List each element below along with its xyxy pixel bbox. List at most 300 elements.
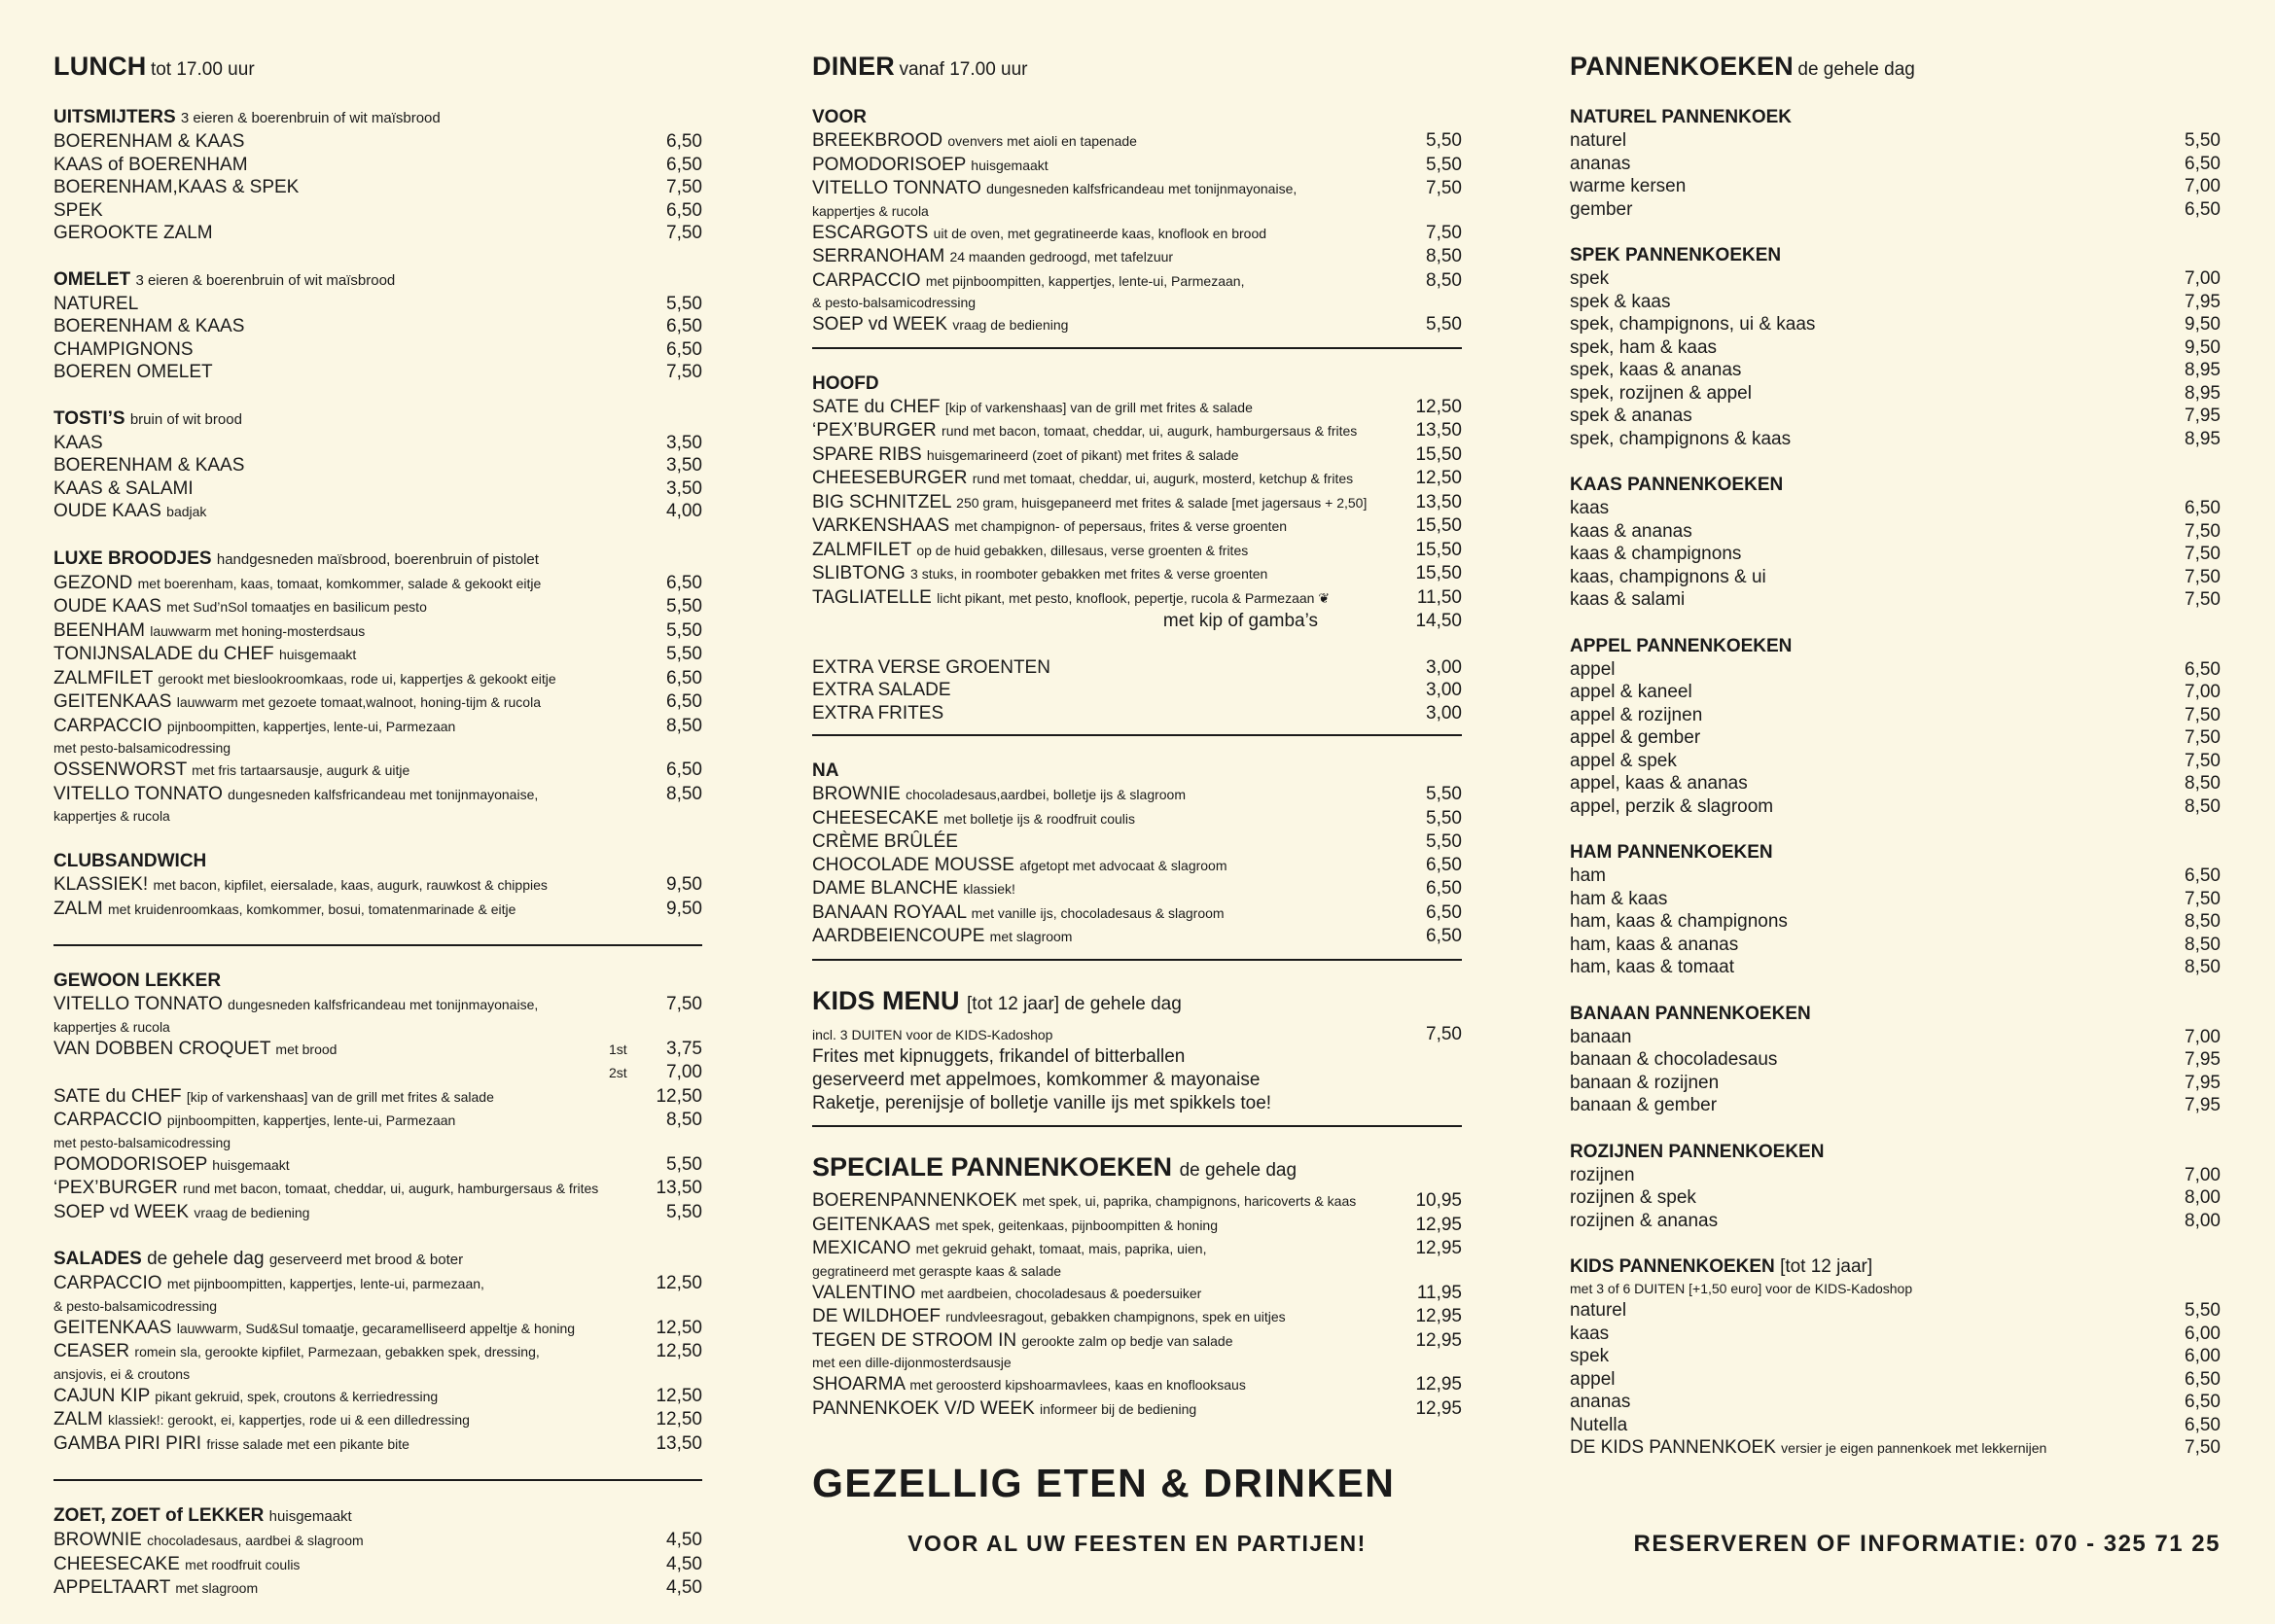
item-price: 5,50	[1426, 831, 1462, 852]
item-title: ananas	[1570, 153, 1631, 174]
item-price: 4,50	[666, 1530, 702, 1550]
item-name	[812, 1237, 1404, 1261]
item-name	[812, 901, 1404, 926]
item-price: 11,95	[1416, 1282, 1462, 1303]
menu-item	[1570, 1164, 2221, 1187]
item-name	[812, 1214, 1404, 1238]
item-description: uit de oven, met gegratineerde kaas, knoflook en brood	[933, 225, 1267, 241]
item-price: 7,00	[2185, 1026, 2221, 1047]
item-title: GEITENKAAS	[812, 1214, 931, 1235]
item-title: GEROOKTE ZALM	[53, 223, 213, 243]
item-price: 6,50	[666, 572, 702, 593]
kids-menu-row	[812, 1023, 1462, 1046]
item-price: 6,50	[666, 667, 702, 688]
item-name	[53, 176, 644, 199]
item-description: gerookte zalm op bedje van salade	[1021, 1332, 1233, 1349]
item-title: appel & kaneel	[1570, 682, 1692, 702]
section-title	[53, 1504, 702, 1529]
menu-item	[53, 667, 702, 691]
item-description: huisgemaakt	[212, 1156, 290, 1173]
item-price: 7,50	[666, 994, 702, 1014]
item-title: CHEESECAKE	[53, 1553, 180, 1574]
section-note: geserveerd met brood & boter	[268, 1252, 464, 1268]
item-price: 8,50	[666, 715, 702, 736]
item-name	[1570, 1345, 2162, 1368]
item-price: 8,50	[2185, 795, 2221, 817]
speciale-section	[812, 1150, 1462, 1421]
item-title: ‘PEX’BURGER	[53, 1178, 178, 1198]
item-title: GEITENKAAS	[53, 691, 172, 712]
item-name	[1570, 1094, 2162, 1117]
item-name	[1570, 588, 2162, 612]
item-price: 5,50	[1426, 154, 1462, 175]
item-name	[812, 1189, 1404, 1214]
item-description: romein sla, gerookte kipfilet, Parmezaan, gebakken spek, dressing,	[134, 1344, 540, 1359]
item-description: frisse salade met een pikante bite	[206, 1435, 409, 1452]
item-title: ham, kaas & champignons	[1570, 911, 1788, 932]
item-price: 4,50	[666, 1577, 702, 1598]
section-title	[1570, 244, 2221, 267]
item-name	[1570, 129, 2162, 153]
item-title: VALENTINO	[812, 1282, 916, 1303]
item-name	[53, 1317, 644, 1341]
item-name	[1570, 405, 2162, 428]
item-price: 8,50	[1426, 269, 1462, 291]
item-name	[1570, 198, 2162, 222]
item-title: TEGEN DE STROOM IN	[812, 1329, 1017, 1351]
item-name	[53, 1553, 644, 1577]
item-name	[1570, 1210, 2162, 1233]
item-price: 7,00	[666, 1062, 702, 1082]
menu-item	[1570, 1323, 2221, 1346]
hoofd-section	[812, 372, 1462, 725]
item-title: banaan & chocoladesaus	[1570, 1049, 1778, 1070]
item-description: licht pikant, met pesto, knoflook, pepertje, rucola & Parmezaan ❦	[937, 589, 1331, 606]
menu-item	[812, 783, 1462, 807]
item-title: spek	[1570, 1346, 1610, 1366]
menu-item	[1570, 497, 2221, 520]
menu-item	[53, 1153, 702, 1178]
menu-item	[1570, 1391, 2221, 1414]
item-list	[53, 1529, 702, 1601]
item-description: vraag de bediening	[952, 317, 1069, 333]
item-description: gerookt met bieslookroomkaas, rode ui, kappertjes & gekookt eitje	[158, 670, 556, 687]
menu-item	[812, 807, 1462, 831]
item-title: SLIBTONG	[812, 563, 906, 583]
item-price: 6,50	[2185, 1392, 2221, 1412]
section-title	[812, 1150, 1462, 1187]
item-name	[1570, 497, 2162, 520]
menu-item	[812, 1189, 1462, 1214]
menu-item	[53, 199, 702, 223]
item-price: 9,50	[2185, 314, 2221, 335]
item-title: GEZOND	[53, 572, 133, 593]
item-list	[53, 293, 702, 384]
menu-section	[53, 106, 702, 245]
menu-item	[1570, 772, 2221, 795]
menu-item	[1570, 1210, 2221, 1233]
item-title: CRÈME BRÛLÉE	[812, 831, 958, 852]
item-price: 7,00	[2185, 268, 2221, 289]
menu-item	[53, 1061, 702, 1085]
item-name	[812, 467, 1404, 491]
menu-item	[812, 854, 1462, 878]
item-name	[1570, 795, 2162, 819]
menu-item	[1570, 956, 2221, 979]
menu-item	[1570, 588, 2221, 612]
menu-item	[1570, 313, 2221, 336]
kids-menu-price: 7,50	[1426, 1023, 1462, 1044]
menu-item	[812, 1373, 1462, 1397]
item-name	[53, 715, 644, 739]
item-name	[1570, 658, 2162, 682]
item-description: rund met bacon, tomaat, cheddar, ui, augurk, hamburgersaus & frites	[942, 423, 1358, 439]
item-price: 6,00	[2185, 1323, 2221, 1344]
item-title: ZALM	[53, 1409, 103, 1430]
item-description-cont: & pesto-balsamicodressing	[53, 1297, 218, 1314]
item-title: BROWNIE	[812, 784, 901, 804]
item-title: spek & ananas	[1570, 406, 1692, 426]
slogan: GEZELLIG ETEN & DRINKEN	[812, 1461, 1396, 1505]
item-title: CARPACCIO	[812, 269, 921, 291]
menu-item	[1570, 726, 2221, 750]
item-price: 7,95	[2185, 1049, 2221, 1070]
item-name	[1570, 1164, 2162, 1187]
item-title: TONIJNSALADE du CHEF	[53, 644, 274, 664]
item-price: 7,50	[1426, 222, 1462, 243]
item-price: 6,50	[666, 759, 702, 780]
menu-item	[1570, 795, 2221, 819]
menu-item	[53, 690, 702, 715]
item-price: 5,50	[666, 596, 702, 617]
item-price: 13,50	[1415, 491, 1462, 512]
item-title: CARPACCIO	[53, 1273, 162, 1293]
item-price: 12,95	[1415, 1397, 1462, 1419]
item-list	[1570, 1299, 2221, 1461]
section-title	[53, 850, 702, 873]
menu-item	[1570, 153, 2221, 176]
menu-item	[812, 702, 1462, 725]
item-description-cont: & pesto-balsamicodressing	[812, 295, 977, 310]
item-name	[812, 854, 1404, 878]
section-title-text: UITSMIJTERS	[53, 107, 176, 127]
menu-item	[1570, 566, 2221, 589]
item-portion: 1st	[609, 1041, 627, 1057]
item-title: ZALMFILET	[53, 667, 154, 688]
menu-item	[53, 1576, 702, 1601]
item-title: naturel	[1570, 130, 1627, 151]
diner-title: DINER	[812, 52, 896, 81]
menu-item	[53, 715, 702, 739]
divider	[812, 347, 1462, 349]
item-name	[1570, 1391, 2162, 1414]
item-name	[1570, 910, 2162, 934]
item-price: 7,95	[2185, 1095, 2221, 1115]
item-name	[1570, 153, 2162, 176]
menu-item	[812, 514, 1462, 539]
section-title-text: KIDS PANNENKOEKEN	[1570, 1256, 1775, 1277]
menu-item	[812, 177, 1462, 201]
item-title: spek, champignons, ui & kaas	[1570, 314, 1816, 335]
item-name	[53, 667, 644, 691]
menu-item	[812, 1214, 1462, 1238]
item-title: spek, rozijnen & appel	[1570, 382, 1752, 404]
lunch-title: LUNCH	[53, 52, 147, 81]
item-name	[1570, 382, 2162, 406]
item-price: 6,50	[2185, 153, 2221, 174]
section-title: VOOR	[812, 107, 867, 127]
item-price: 9,50	[2185, 336, 2221, 358]
item-title: warme kersen	[1570, 176, 1687, 196]
pannenkoeken-title: PANNENKOEKEN	[1570, 52, 1794, 81]
item-title: ananas	[1570, 1392, 1631, 1412]
item-description: met roodfruit coulis	[185, 1556, 301, 1572]
menu-item	[53, 454, 702, 477]
item-title: BEENHAM	[53, 619, 145, 641]
item-description-cont: met pesto-balsamicodressing	[53, 1134, 231, 1150]
section-note: handgesneden maïsbrood, boerenbruin of pistolet	[216, 550, 539, 568]
menu-item	[53, 1317, 702, 1341]
menu-item	[1570, 129, 2221, 153]
menu-section	[53, 407, 702, 524]
item-price: 6,00	[2185, 1346, 2221, 1366]
item-name	[1570, 1323, 2162, 1346]
menu-item	[1570, 888, 2221, 911]
menu-item	[1570, 291, 2221, 314]
menu-item	[1570, 750, 2221, 773]
item-title: SPARE RIBS	[812, 443, 922, 465]
divider	[53, 944, 702, 946]
item-price: 5,50	[2185, 130, 2221, 151]
menu-item	[1570, 1368, 2221, 1392]
item-name	[53, 1408, 644, 1432]
menu-item	[53, 361, 702, 384]
menu-item	[1570, 1414, 2221, 1437]
item-title: SERRANOHAM	[812, 246, 945, 266]
menu-item	[53, 1201, 702, 1225]
section-title-text: LUXE BROODJES	[53, 547, 212, 569]
diner-column	[812, 47, 1462, 1444]
item-title: Nutella	[1570, 1414, 1628, 1435]
menu-item	[812, 396, 1462, 420]
item-price: 8,50	[666, 1110, 702, 1130]
item-price: 5,50	[666, 1201, 702, 1222]
item-name	[812, 269, 1404, 294]
item-title: ZALM	[53, 898, 103, 919]
item-price: 7,50	[2185, 750, 2221, 771]
menu-item	[1570, 865, 2221, 888]
item-title: POMODORISOEP	[53, 1153, 208, 1175]
item-name	[812, 491, 1404, 515]
item-list	[1570, 267, 2221, 450]
item-description-cont: gegratineerd met geraspte kaas & salade	[812, 1262, 1062, 1279]
item-name	[53, 222, 644, 245]
item-name	[812, 1397, 1404, 1422]
item-name	[1570, 428, 2162, 451]
menu-item	[53, 1340, 702, 1364]
item-price: 5,50	[2185, 1300, 2221, 1321]
item-description: klassiek!: gerookt, ei, kappertjes, rode ui & een dilledressing	[107, 1412, 470, 1428]
item-title: BIG SCHNITZEL	[812, 491, 951, 512]
section-title-text: SPEK PANNENKOEKEN	[1570, 245, 1782, 265]
menu-item	[1570, 405, 2221, 428]
kids-menu-line: Frites met kipnuggets, frikandel of bitterballen	[812, 1046, 1186, 1067]
item-description: met aardbeien, chocoladesaus & poedersuiker	[920, 1285, 1202, 1301]
item-price: 7,50	[2185, 566, 2221, 587]
item-list	[53, 993, 702, 1224]
item-name	[53, 993, 644, 1017]
section-note: de gehele dag	[1179, 1160, 1297, 1181]
item-name	[812, 313, 1404, 337]
item-name	[812, 514, 1404, 539]
item-name	[812, 807, 1404, 831]
menu-section	[1570, 474, 2221, 612]
item-name	[53, 1109, 644, 1133]
menu-item	[812, 925, 1462, 949]
item-title: SPEK	[53, 199, 103, 221]
item-price: 5,50	[666, 644, 702, 664]
item-title: appel, kaas & ananas	[1570, 773, 1748, 794]
salades-section	[53, 1248, 702, 1456]
item-title: ‘PEX’BURGER	[812, 420, 937, 441]
item-name	[1570, 291, 2162, 314]
item-description: 3 stuks, in roomboter gebakken met frites & verse groenten	[910, 566, 1268, 582]
item-name	[812, 925, 1404, 949]
item-list	[1570, 1164, 2221, 1233]
menu-section	[1570, 1003, 2221, 1117]
diner-note: vanaf 17.00 uur	[899, 59, 1028, 80]
item-title: ZALMFILET	[812, 539, 912, 560]
item-description: lauwwarm, Sud&Sul tomaatje, gecaramelliseerd appeltje & honing	[176, 1320, 576, 1336]
item-description: met geroosterd kipshoarmavlees, kaas en knoflooksaus	[909, 1377, 1246, 1393]
item-title: ESCARGOTS	[812, 222, 929, 243]
menu-item	[53, 1385, 702, 1409]
item-name	[53, 454, 644, 477]
menu-item	[1570, 543, 2221, 566]
item-title: kaas	[1570, 1323, 1610, 1344]
item-title: BOERENHAM & KAAS	[53, 316, 245, 336]
item-title: ham & kaas	[1570, 888, 1668, 909]
item-description: op de huid gebakken, dillesaus, verse groenten & frites	[916, 542, 1249, 558]
item-description-cont: ansjovis, ei & croutons	[53, 1365, 191, 1382]
section-title	[1570, 1003, 2221, 1026]
menu-item	[53, 1177, 702, 1201]
item-title: MEXICANO	[812, 1238, 911, 1258]
item-title: rozijnen	[1570, 1164, 1635, 1185]
pannenkoeken-sections	[1570, 106, 2221, 1232]
item-list	[812, 396, 1462, 633]
item-description: 250 gram, huisgepaneerd met frites & salade [met jagersaus + 2,50]	[956, 494, 1368, 511]
menu-item	[812, 491, 1462, 515]
item-name	[53, 783, 644, 807]
item-price: 12,95	[1415, 1329, 1462, 1351]
item-price: 8,95	[2185, 360, 2221, 380]
section-title-text: KIDS MENU	[812, 985, 960, 1015]
menu-item	[812, 586, 1462, 611]
item-price: 7,00	[2185, 682, 2221, 702]
item-list	[812, 1189, 1462, 1421]
menu-item	[812, 129, 1462, 154]
item-name	[1570, 934, 2162, 957]
item-name	[812, 539, 1404, 563]
item-price: 6,50	[2185, 498, 2221, 518]
item-description-cont: met pesto-balsamicodressing	[53, 740, 231, 756]
item-name	[53, 759, 644, 783]
item-name	[1570, 1414, 2162, 1437]
item-price: 6,50	[1426, 878, 1462, 899]
item-name	[1570, 681, 2162, 704]
menu-item	[812, 1329, 1462, 1354]
item-description: chocoladesaus,aardbei, bolletje ijs & slagroom	[906, 787, 1187, 802]
item-title: rozijnen & ananas	[1570, 1210, 1719, 1231]
item-description: rund met tomaat, cheddar, ui, augurk, mosterd, ketchup & frites	[972, 471, 1354, 486]
item-description: met boerenham, kaas, tomaat, komkommer, salade & gekookt eitje	[137, 575, 542, 591]
section-title	[53, 1248, 702, 1272]
item-price: 5,50	[1426, 807, 1462, 829]
item-title: DE WILDHOEF	[812, 1306, 941, 1326]
gewoon-lekker-section	[53, 970, 702, 1224]
item-list	[812, 783, 1462, 949]
menu-item	[53, 783, 702, 807]
item-title: DAME BLANCHE	[812, 878, 958, 899]
item-price: 12,50	[1415, 396, 1462, 417]
kids-pannenkoeken-section	[1570, 1255, 2221, 1461]
item-title: KAAS	[53, 432, 103, 453]
item-title: appel & spek	[1570, 750, 1677, 771]
item-title: appel, perzik & slagroom	[1570, 795, 1774, 817]
menu-item	[812, 1282, 1462, 1306]
menu-item	[53, 898, 702, 922]
item-price: 3,00	[1426, 656, 1462, 678]
item-title: KAAS of BOERENHAM	[53, 154, 248, 175]
zoet-section	[53, 1504, 702, 1601]
item-price: 13,50	[656, 1178, 702, 1198]
menu-item	[1570, 1299, 2221, 1323]
item-price: 8,00	[2185, 1187, 2221, 1208]
lunch-sections	[53, 106, 702, 921]
item-description: met pijnboompitten, kappertjes, lente-ui, Parmezaan,	[925, 272, 1245, 289]
item-name	[1570, 520, 2162, 544]
item-name	[53, 1038, 609, 1062]
item-price: 8,50	[666, 783, 702, 804]
item-name	[1570, 1299, 2162, 1323]
section-title-text: ZOET, ZOET of LEKKER	[53, 1505, 265, 1526]
item-name	[1570, 865, 2162, 888]
section-note: bruin of wit brood	[129, 410, 242, 428]
diner-heading	[812, 47, 1462, 90]
item-name	[53, 619, 644, 644]
menu-item	[1570, 267, 2221, 291]
item-name	[53, 500, 644, 524]
voor-section	[812, 106, 1462, 337]
item-description: met spek, ui, paprika, champignons, haricoverts & kaas	[1022, 1193, 1357, 1209]
item-description: met bacon, kipfilet, eiersalade, kaas, augurk, rauwkost & chippies	[153, 877, 548, 893]
menu-item	[812, 656, 1462, 680]
menu-item	[1570, 520, 2221, 544]
item-price: 12,95	[1415, 1214, 1462, 1235]
menu-item	[1570, 704, 2221, 727]
item-name	[53, 898, 644, 922]
menu-item	[53, 222, 702, 245]
item-description: [kip of varkenshaas] van de grill met frites & salade	[186, 1088, 494, 1105]
item-price: 7,50	[2185, 1437, 2221, 1458]
item-price: 5,50	[1426, 130, 1462, 151]
item-title: GEITENKAAS	[53, 1317, 172, 1338]
menu-item	[1570, 681, 2221, 704]
item-title: kaas & champignons	[1570, 544, 1742, 564]
item-title: BOERENPANNENKOEK	[812, 1190, 1017, 1211]
item-description: met Sud’nSol tomaatjes en basilicum pesto	[166, 599, 427, 615]
